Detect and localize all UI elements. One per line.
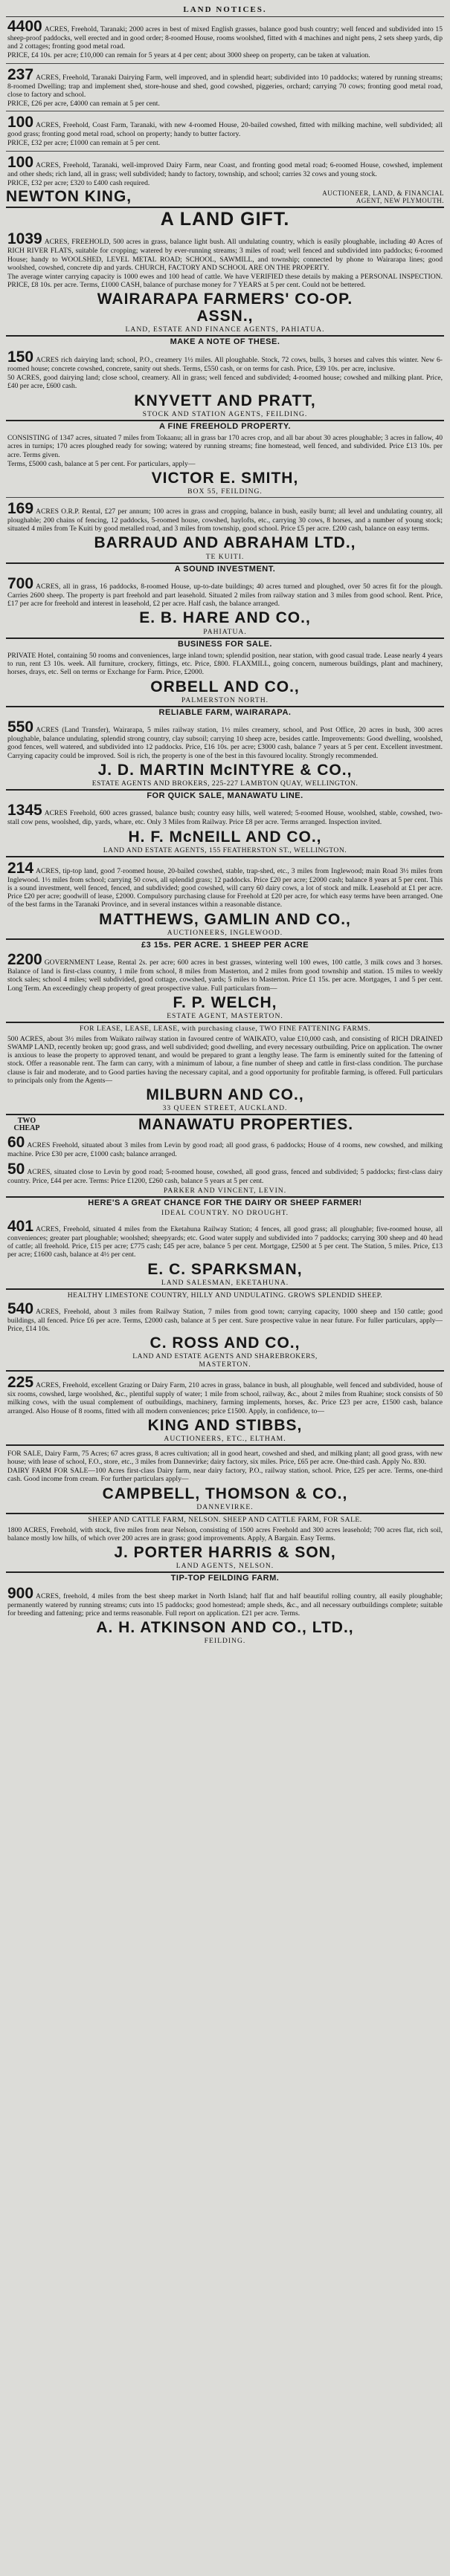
- listing-price: PRICE, £32 per acre; £1000 can remain at 5 per cent.: [7, 139, 161, 148]
- listing-text: 1800 ACRES, Freehold, with stock, five miles from near Nelson, consisting of 1500 acres Freehold and 300 acres leasehold; 700 acres flat, rich soil, balance mostly low hills, of which over 200 acres are in grass; good improvements. Apply, A Bargain. Easy Terms.: [7, 1525, 443, 1542]
- listing-401: [6, 1217, 444, 1261]
- ad-heading: FOR QUICK SALE, MANAWATU LINE.: [147, 791, 303, 800]
- listing-214: [6, 859, 444, 911]
- ad-heading: RELIABLE FARM, WAIRARAPA.: [158, 707, 292, 717]
- agent-name: MATTHEWS, GAMLIN AND CO.,: [99, 910, 351, 928]
- agent-name: J. PORTER HARRIS & SON,: [114, 1544, 336, 1562]
- listing-text: ACRES (Land Transfer), Wairarapa, 5 miles railway station, 1½ miles creamery, school, and Post Office, 20 acres in bush, 300 acres ploughable, balance undulating, splendid strong country, clay subsoil; carrying 10 sheep acre, besides cattle. Improvements: Good dwelling, woolshed, good fences, well watered, and subdivided into 12 paddocks. Price, £16 10s. per acre; £3000 cash, balance 7 years at 5 per cent. Excellent investment. Carrying capacity could be improved. Soil is rich, the property is one of the best in this favoured locality. Strongly recommended.: [7, 726, 443, 760]
- agent-address: LAND AND ESTATE AGENTS AND SHAREBROKERS,: [132, 1352, 318, 1361]
- agent-name: ORBELL AND CO.,: [150, 678, 300, 695]
- agent-name: J. D. MARTIN McINTYRE & CO.,: [97, 761, 353, 779]
- agent-newton-king: [6, 189, 444, 205]
- agent-address: STOCK AND STATION AGENTS, FEILDING.: [142, 409, 308, 418]
- listing-lease: [6, 1033, 444, 1086]
- agent-title-line: AGENT, NEW PLYMOUTH.: [356, 197, 444, 205]
- listing-forsale: [6, 1447, 444, 1485]
- agent-address: LAND, ESTATE AND FINANCE AGENTS, PAHIATUA.: [125, 325, 325, 334]
- acreage-number: 1345: [7, 802, 42, 820]
- listing-text-2: DAIRY FARM FOR SALE—100 Acres first-class Dairy farm, near dairy factory, P.O., railway station, school. Price, £25 per acre. Terms, one-third cash. Good income from cream. For further particulars apply—: [7, 1467, 443, 1484]
- listing-text: ACRES, all in grass, 16 paddocks, 8-roomed House, up-to-date buildings; 40 acres turned and ploughed, over 50 acres fit for the plough. Carries 2600 sheep. The property is part freehold and part leasehold. Situated 2 miles from railway station and 3 miles from good school. Rent. Price, £17 per acre for freehold and interest in leasehold, £2 per acre. Half cash, the balance arranged.: [7, 583, 443, 609]
- agent-address: FEILDING.: [204, 1637, 246, 1646]
- agent-address: LAND SALESMAN, EKETAHUNA.: [161, 1278, 289, 1287]
- listing-700: [6, 574, 444, 609]
- agent-name: VICTOR E. SMITH,: [151, 470, 299, 487]
- listing-50: [6, 1160, 444, 1187]
- ad-heading: A SOUND INVESTMENT.: [174, 564, 276, 574]
- listing-225: [6, 1373, 444, 1417]
- listing-1347: [6, 432, 444, 470]
- acreage-number: 50: [7, 1161, 25, 1178]
- listing-text: ACRES, Freehold, situated 4 miles from the Eketahuna Railway Station; 4 fences, all good grass; all ploughable; five-roomed house, all conveniences; greater part ploughable; woolshed; sheepyards; etc. Good water supply and subdivided into 7 paddocks; carrying 300 sheep and 40 head of cattle; all freehold. Price, £15 per acre; £775 cash; £45 per acre, balance 5 per cent. Mortgage, £2500 at 5 per cent. The Station, 5 miles. Price, £13 per acre; £1600 cash, balance at 4½ per cent.: [7, 1225, 443, 1259]
- agent-address: ESTATE AGENT, MASTERTON.: [167, 1011, 283, 1020]
- listing-price: Terms, £5000 cash, balance at 5 per cent. For particulars, apply—: [7, 459, 196, 468]
- agent-address: AUCTIONEERS, ETC., ELTHAM.: [164, 1434, 286, 1443]
- listing-price: PRICE, £26 per acre, £4000 can remain at 5 per cent.: [7, 100, 160, 108]
- listing-text: ACRES, Freehold, Taranaki Dairying Farm, well improved, and in splendid heart; subdivided into 10 paddocks; watered by running streams; 8-roomed Dwelling; trap and implement shed, store-house and shed, good cowshed, piggeries, orchard; carrying 70 cows; fronting good metal road, close to factory and school.: [7, 73, 443, 99]
- agent-name: KNYVETT AND PRATT,: [134, 392, 316, 409]
- listing-text: ACRES, Freehold, excellent Grazing or Dairy Farm, 210 acres in grass, balance in bush, all ploughable, well fenced and subdivided, house of six rooms, cowshed, large woolshed, &c., plentiful supply of water; 1 mile from school, railway, &c., about 2 miles from Ruahine; stock consists of 50 milking cows, with the usual complement of outbuildings, machinery, farming implements, horses, &c. Price £23 per acre, £1500 cash, balance arranged. Also House of 8 rooms, fitted with all modern conveniences; price £1500. Apply, in confidence, to—: [7, 1381, 443, 1415]
- agent-name-line2: ASSN.,: [196, 308, 254, 325]
- listing-text: ACRES, situated close to Levin by good road; 5-roomed house, cowshed, all good grass, fenced and subdivided; 5 paddocks; first-class dairy country. Price, £44 per acre. Terms: Price £1200, £260 cash, balance 5 years at 5 per cent.: [7, 1168, 443, 1186]
- agent-name: MILBURN AND CO.,: [146, 1086, 304, 1103]
- agent-name: CAMPBELL, THOMSON & CO.,: [102, 1485, 348, 1502]
- listing-business: [6, 649, 444, 678]
- listing-text: ACRES O.R.P. Rental, £27 per annum; 100 acres in grass and cropping, balance in bush, easily burnt; all level and undulating country, all ploughable; 200 chains of fencing, 12 paddocks, 5-roomed house, cowshed, haylofts, etc., carrying 30 cows, 8 horses, and a number of young stock; situated 4 miles from Te Kuiti by good metalled road, and 3 miles from township, good school. Price £5 per acre. £200 cash, balance on easy terms.: [7, 507, 443, 533]
- listing-text: 500 ACRES, about 3½ miles from Waikato railway station in favoured centre of WAIKATO, value £10,000 cash, and consisting of RICH DRAINED SWAMP LAND, recently broken up; good grass, and well subdivided; good dwelling, and every necessary outbuilding. Price on application. The owner is anxious to lease the property to approved tenant, and would be prepared to grant a lengthy lease. The farm is eminently suited for the fattening of stock. Offer a reasonable rent. The farm can carry, with a minimum of labour, a fine number of sheep and cattle in first-class condition. The purchase clause is fair and moderate, and to Good parties having the necessary capital, and a good opportunity for profitable farming, is offered. Full particulars to principals only from the Agents—: [7, 1034, 443, 1085]
- acreage-number: 401: [7, 1218, 34, 1236]
- agent-address: LAND AGENTS, NELSON.: [176, 1562, 274, 1571]
- ad-heading: MAKE A NOTE OF THESE.: [170, 337, 280, 347]
- listing-60: [6, 1133, 444, 1160]
- listing-text: ACRES, Freehold, Taranaki; 2000 acres in best of mixed English grasses, balance good bush country; well fenced and subdivided into 15 sheep-proof paddocks, well erected and in good order; 8-roomed House, rooms woolshed, fitted with 4 machines and night pens, 2 sets sheep yards, dip and 2 cottages; fronting good metal road.: [7, 25, 443, 51]
- acreage-number: 100: [7, 114, 34, 132]
- agent-name: H. F. McNEILL AND CO.,: [128, 828, 322, 846]
- acreage-number: 900: [7, 1584, 34, 1602]
- agent-name: PARKER AND VINCENT, LEVIN.: [163, 1187, 287, 1195]
- ad-heading: £3 15s. PER ACRE. 1 SHEEP PER ACRE: [141, 940, 309, 950]
- listing-text: ACRES, Freehold, about 3 miles from Railway Station, 7 miles from good town; carrying capacity, 1000 sheep and 150 cattle; good buildings, all fenced. Price £6 per acre. Terms, £2000 cash, balance at 5 per cent. Sure prospective value in near future. For fuller particulars, apply— Price, £14 10s.: [7, 1307, 443, 1333]
- listing-100-dairy: [6, 153, 444, 189]
- agent-address: 33 QUEEN STREET, AUCKLAND.: [162, 1104, 288, 1113]
- acreage-number: 60: [7, 1134, 25, 1152]
- listing-text: ACRES, freehold, 4 miles from the best sheep market in North Island; half flat and half beautiful rolling country, all easily ploughable; permanently watered by running streams; cuts into 15 paddocks; good homestead; ample sheds, &c., and all necessary outbuildings complete; suitable for breeding and fattening; price and terms reasonable. Full report on application. £21 per acre. Terms.: [7, 1592, 443, 1618]
- listing-text: ACRES, FREEHOLD, 500 acres in grass, balance light bush. All undulating country, which is easily ploughable, including 40 Acres of RICH RIVER FLATS, suitable for cropping; watered by ever-running streams; 3 miles of road; well fenced and subdivided into paddocks; 6-roomed House; handy to WOOLSHED, LEVEL METAL ROAD; SCHOOL, SAWMILL, and township; connected by phone to Wairarapa lines; good woolshed, cowshed, concrete dip and yards. CHURCH, FACTORY AND SCHOOL ARE ON THE PROPERTY.: [7, 238, 443, 272]
- listing-nelson: [6, 1524, 444, 1544]
- listing-100-coast: [6, 113, 444, 149]
- listing-price: PRICE, £4 10s. per acre; £10,000 can remain for 5 years at 4 per cent; about 3000 sheep on property, can be taken at valuation.: [7, 51, 370, 60]
- listing-text: ACRES rich dairying land; school, P.O., creamery 1½ miles. All ploughable. Stock, 72 cows, bulls, 3 horses and calves this winter. New 6-roomed house; concrete cowshed, concrete, sanity out sheds. Terms, £550 cash, or on terms for cash. Price, £39 10s. per acre, inclusive.: [7, 355, 443, 373]
- masthead: LAND NOTICES.: [6, 3, 444, 17]
- agent-address: AUCTIONEERS, INGLEWOOD.: [167, 928, 283, 937]
- agent-name: E. B. HARE AND CO.,: [139, 609, 311, 627]
- listing-540: [6, 1300, 444, 1334]
- listing-150: [6, 348, 444, 392]
- agent-address: PAHIATUA.: [203, 627, 247, 636]
- acreage-number: 4400: [7, 18, 42, 35]
- manawatu-heading: [6, 1117, 444, 1133]
- listing-price: The average winter carrying capacity is 1000 ewes and 100 head of cattle. We have VERIFIED these details by making a PERSONAL INSPECTION. PRICE, £8 10s. per acre. Terms, £1000 CASH, balance of purchase money for 7 YEARS at 5 per cent. Could not be bettered.: [7, 272, 443, 290]
- listing-550: [6, 718, 444, 762]
- acreage-number: 225: [7, 1374, 34, 1392]
- agent-title-line: AUCTIONEER, LAND, & FINANCIAL: [322, 189, 444, 198]
- ad-heading: HERE'S A GREAT CHANCE FOR THE DAIRY OR SHEEP FARMER!: [88, 1198, 362, 1208]
- heading-tag: [6, 1117, 48, 1132]
- listing-237: [6, 65, 444, 110]
- acreage-number: 150: [7, 348, 34, 366]
- listing-text: ACRES Freehold, 600 acres grassed, balance bush; country easy hills, well watered; 5-roomed House, woolshed, stable, cowshed, two-stall cow pens, woolshed, dip, yards, whare, etc. Only 3 Miles from Railway. Price £8 per acre. Terms arranged. Inspection invited.: [7, 809, 443, 827]
- listing-900: [6, 1584, 444, 1619]
- listing-text: FOR SALE, Dairy Farm, 75 Acres; 67 acres grass, 8 acres cultivation; all in good heart, cowshed and shed, and milking plant; all good grass, with new house; with lease of school, F.O., store, etc., 3 miles from Dannevirke; dairy factory, six miles. Price, £65 per acre. One-third cash. Apply No. 830.: [7, 1449, 443, 1466]
- agent-name: BARRAUD AND ABRAHAM LTD.,: [94, 534, 356, 552]
- agent-address: LAND AND ESTATE AGENTS, 155 FEATHERSTON ST., WELLINGTON.: [103, 846, 347, 854]
- agent-name: NEWTON KING,: [6, 188, 132, 206]
- agent-name: KING AND STIBBS,: [147, 1416, 303, 1434]
- agent-name: C. ROSS AND CO.,: [150, 1334, 300, 1352]
- acreage-number: 550: [7, 718, 34, 736]
- land-notices-page: [6, 3, 444, 2570]
- listing-1039: [6, 230, 444, 291]
- ad-heading: A LAND GIFT.: [160, 209, 290, 230]
- agent-address: BOX 55, FEILDING.: [187, 487, 263, 496]
- listing-price: 50 ACRES, good dairying land; close school, creamery. All in grass; well fenced and subdivided; 4-roomed house; cowshed and milking plant. Price, £40 per acre, £600 cash.: [7, 374, 443, 391]
- agent-name: E. C. SPARKSMAN,: [147, 1260, 303, 1278]
- agent-name: A. H. ATKINSON AND CO., LTD.,: [96, 1619, 354, 1637]
- agent-address: DANNEVIRKE.: [196, 1502, 254, 1511]
- ad-subheading: IDEAL COUNTRY. NO DROUGHT.: [161, 1209, 289, 1218]
- listing-2200: [6, 950, 444, 994]
- agent-name: F. P. WELCH,: [173, 993, 277, 1011]
- agent-address: PALMERSTON NORTH.: [181, 695, 269, 704]
- agent-town: MASTERTON.: [199, 1360, 251, 1369]
- listing-price: PRICE, £32 per acre; £320 to £400 cash required.: [7, 178, 150, 187]
- listing-text: ACRES, Freehold, Coast Farm, Taranaki, with new 4-roomed House, 20-bailed cowshed, fitted with milking machine, well subdivided; all good grass; fronting good metal road, school on property; handy to butter factory.: [7, 121, 443, 139]
- listing-text: CONSISTING of 1347 acres, situated 7 miles from Tokaanu; all in grass bar 170 acres crop, and all bar about 30 acres ploughable; 3 acres in fallow, 40 acres in turnips; 170 acres ploughed ready for sowing; watered by running streams; fine homestead, well fenced, and subdivided. Price £13 10s. per acre. Terms given.: [7, 434, 443, 459]
- listing-text: PRIVATE Hotel, containing 50 rooms and conveniences, large inland town; splendid position, near station, with good casual trade. Lease nearly 4 years to run, rent £3 10s. week. All furniture, crockery, fittings, etc. Price, £800. FLAXMILL, going concern, numerous buildings, plant and machinery, horses, drays, etc. Sell on terms or Exchange for Farm. Price, £2000.: [7, 652, 443, 677]
- ad-heading: FOR LEASE, LEASE, LEASE, with purchasing clause, TWO FINE FATTENING FARMS.: [79, 1024, 371, 1033]
- heading-tag-line: TWO CHEAP: [13, 1117, 40, 1133]
- acreage-number: 700: [7, 575, 34, 593]
- listing-text: ACRES, Freehold, Taranaki, well-improved Dairy Farm, near Coast, and fronting good metal road; 6-roomed House, cowshed, implement and other sheds; rich land, all in grass; well subdivided; handy to factory, township, and school; carries 32 cows and young stock.: [7, 160, 443, 178]
- listing-text: ACRES, tip-top land, good 7-roomed house, 20-bailed cowshed, stable, trap-shed, etc., 3 miles from Inglewood; main Road 3½ miles from Inglewood. 1½ miles from school; carrying 50 cows, all splendid grass; 12 paddocks. Price £20 per acre; £2000 cash; balance 8 years at 5 per cent. This is a sound investment, well fenced, fenced, and subdivided; good cowshed, will carry 60 dairy cows, a lot of stock and milk. Leasehold at £1 per acre. Price £20 per acre; goodwill of lease, £2000. Compulsory purchasing clause for Freehold at £20 per acre, for which easy terms have been arranged. One of the best farms in the Taranaki Province, and in several instances within a reasonable distance.: [7, 866, 443, 909]
- listing-text: ACRES Freehold, situated about 3 miles from Levin by good road; all good grass, 6 paddocks; House of 4 rooms, new cowshed, and milking machine. Price £30 per acre, £1000 cash; balance arranged.: [7, 1141, 443, 1159]
- acreage-number: 2200: [7, 951, 42, 969]
- acreage-number: 237: [7, 65, 34, 83]
- listing-4400: [6, 17, 444, 62]
- ad-heading: SHEEP AND CATTLE FARM, NELSON. SHEEP AND CATTLE FARM, FOR SALE.: [88, 1515, 362, 1524]
- agent-title: [322, 189, 444, 204]
- agent-name: WAIRARAPA FARMERS' CO-OP.: [97, 291, 353, 308]
- listing-text: GOVERNMENT Lease, Rental 2s. per acre; 600 acres in best grasses, wintering well 100 ewes, 100 cattle, 3 milk cows and 3 horses. Balance of land is first-class country, 1 mile from school, 8 miles from Masterton, and 2 miles from good township and station. 15 miles to weekly stock sales; school 4 miles; well subdivided, good cottage, cowshed, yards; 5 miles to Masterton. Price £1 15s. per acre. Mortgages, 1 and 5 per cent. Long Term. An exceedingly cheap property of great prospective value. Full particulars from—: [7, 958, 443, 993]
- agent-address: TE KUITI.: [205, 552, 245, 561]
- acreage-number: 169: [7, 500, 34, 518]
- acreage-number: 1039: [7, 230, 42, 248]
- acreage-number: 214: [7, 859, 34, 877]
- ad-heading: HEALTHY LIMESTONE COUNTRY, HILLY AND UNDULATING. GROWS SPLENDID SHEEP.: [67, 1291, 383, 1300]
- listing-169: [6, 499, 444, 534]
- ad-heading: TIP-TOP FEILDING FARM.: [170, 1574, 280, 1583]
- ad-heading: MANAWATU PROPERTIES.: [138, 1116, 354, 1134]
- acreage-number: 540: [7, 1300, 34, 1317]
- listing-1345: [6, 801, 444, 828]
- ad-heading: BUSINESS FOR SALE.: [178, 639, 272, 649]
- ad-heading: A FINE FREEHOLD PROPERTY.: [158, 421, 292, 431]
- acreage-number: 100: [7, 153, 34, 171]
- agent-address: ESTATE AGENTS AND BROKERS, 225-227 LAMBTON QUAY, WELLINGTON.: [91, 779, 359, 788]
